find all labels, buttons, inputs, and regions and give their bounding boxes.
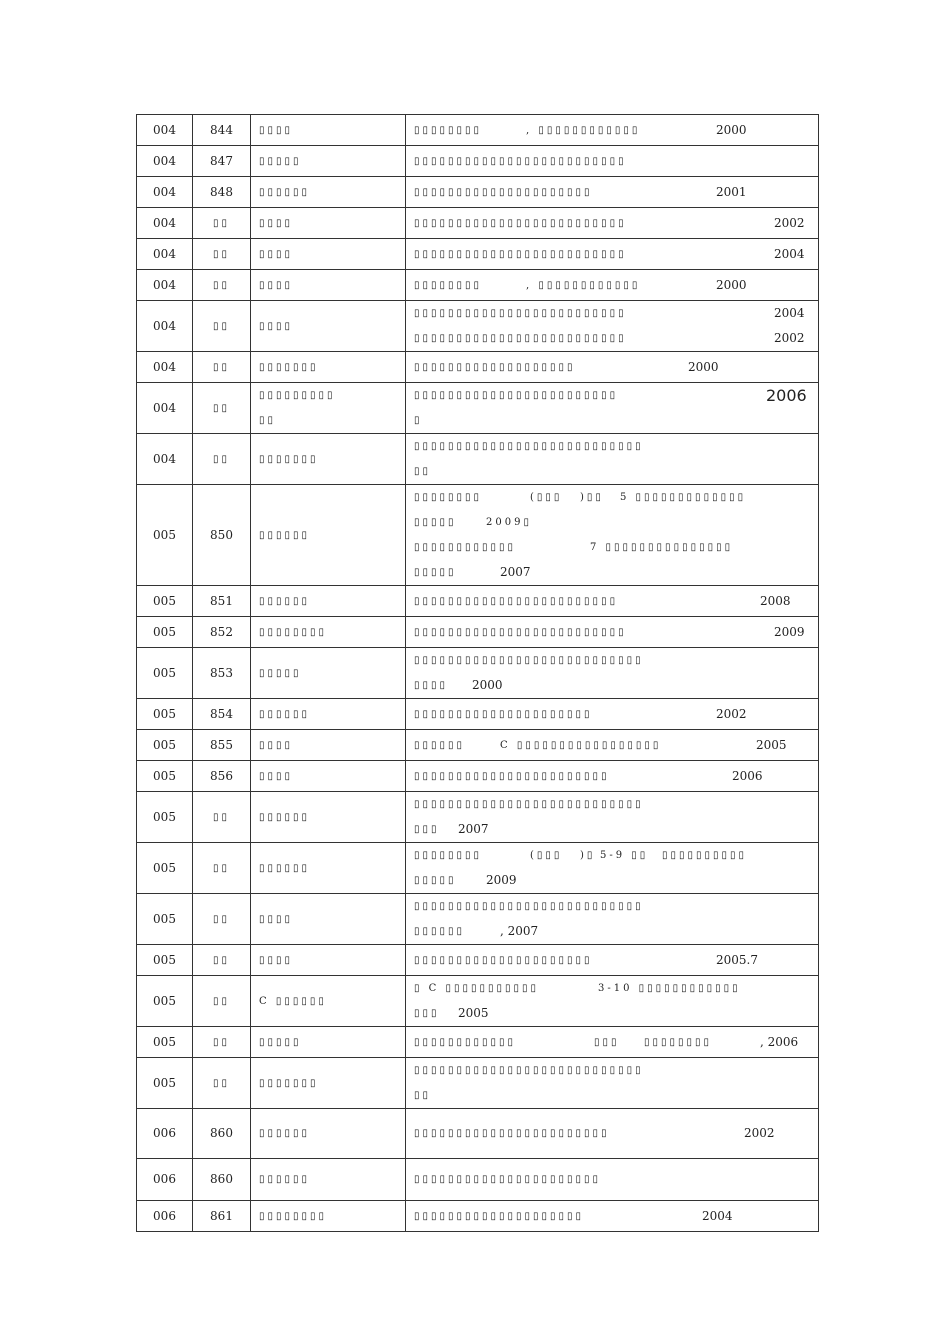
cell-code: 005 [137, 617, 193, 648]
cell-name-line: ▯▯▯▯▯ [259, 1036, 302, 1048]
cell-description [406, 730, 819, 761]
cell-code: 004 [137, 352, 193, 383]
description-line [414, 1030, 812, 1055]
description-segment: ▯▯▯▯▯▯▯▯ [414, 279, 483, 291]
cell-code: 005 [137, 730, 193, 761]
cell-description [406, 177, 819, 208]
description-segment: ▯▯▯▯▯▯▯▯▯▯▯▯▯▯▯▯▯▯▯▯▯▯▯▯▯ [414, 248, 627, 260]
table-row [137, 699, 819, 730]
cell-number: 850 [193, 485, 251, 586]
description-line [414, 764, 812, 789]
description-line [414, 919, 812, 944]
table-row [137, 894, 819, 945]
cell-name [251, 1159, 406, 1201]
description-segment: ▯▯▯▯▯▯▯▯▯▯▯▯▯▯▯▯▯▯▯▯▯ [414, 186, 593, 198]
cell-name [251, 485, 406, 586]
table-row [137, 383, 819, 434]
cell-code: 006 [137, 1159, 193, 1201]
description-segment: ▯▯▯▯▯ [414, 517, 457, 528]
description-segment: ▯▯▯▯▯▯▯▯▯▯▯▯ [414, 542, 517, 553]
cell-code: 005 [137, 976, 193, 1027]
cell-description [406, 434, 819, 485]
cell-description [406, 761, 819, 792]
description-segment: )▯ [580, 850, 596, 861]
cell-code: 004 [137, 301, 193, 352]
cell-code: 005 [137, 699, 193, 730]
table-row [137, 434, 819, 485]
description-segment: ▯▯▯▯▯▯▯▯▯▯▯▯▯▯▯▯▯▯▯ [414, 361, 576, 373]
cell-name-line: ▯▯▯▯▯ [259, 155, 302, 167]
cell-description [406, 792, 819, 843]
description-segment: 2002 [716, 706, 747, 721]
cell-name [251, 208, 406, 239]
description-line [414, 180, 812, 205]
cell-code: 005 [137, 485, 193, 586]
description-segment: ▯▯▯▯▯▯▯▯▯▯▯▯▯▯▯▯▯▯▯▯▯▯▯▯▯▯▯ [414, 441, 644, 452]
description-segment: ▯▯▯▯▯▯▯▯▯▯▯▯▯▯▯▯▯▯▯▯▯▯▯▯▯▯▯ [414, 1065, 644, 1076]
description-segment: ▯▯▯ [414, 824, 440, 835]
description-segment: 2004 [774, 306, 805, 320]
cell-code: 005 [137, 761, 193, 792]
cell-name [251, 699, 406, 730]
cell-name-line: ▯▯▯▯ [259, 770, 294, 782]
table-row [137, 761, 819, 792]
description-segment: 5-9 ▯▯ [600, 850, 649, 861]
description-line [414, 1167, 812, 1192]
cell-number: 856 [193, 761, 251, 792]
description-line [414, 273, 812, 298]
description-line [414, 648, 812, 673]
cell-number: ▯▯ [193, 1027, 251, 1058]
description-line [414, 242, 812, 267]
cell-name-line: C ▯▯▯▯▯▯ [259, 995, 327, 1007]
description-segment: ▯▯ [414, 1090, 432, 1101]
table-row [137, 1201, 819, 1232]
description-segment: ▯▯▯▯▯▯▯▯▯▯▯▯ [414, 1036, 517, 1048]
description-segment: 2007 [458, 822, 489, 836]
cell-number: ▯▯ [193, 239, 251, 270]
cell-code: 004 [137, 115, 193, 146]
description-segment: 2009 [486, 873, 517, 887]
table-row [137, 1058, 819, 1109]
cell-description [406, 301, 819, 352]
table-row [137, 1027, 819, 1058]
description-segment: , ▯▯▯▯▯▯▯▯▯▯▯▯ [526, 124, 641, 136]
cell-number: ▯▯ [193, 270, 251, 301]
description-segment: ▯▯▯▯▯▯▯▯▯▯ [662, 850, 748, 861]
cell-name-line: ▯▯▯▯▯▯ [259, 595, 311, 607]
description-segment: (▯▯▯ [530, 850, 563, 861]
cell-name [251, 177, 406, 208]
cell-name [251, 1058, 406, 1109]
table-row [137, 1109, 819, 1159]
description-line [414, 589, 812, 614]
cell-description [406, 239, 819, 270]
cell-code: 004 [137, 434, 193, 485]
table-row [137, 730, 819, 761]
description-line [414, 149, 812, 174]
cell-number: ▯▯ [193, 301, 251, 352]
description-segment: ▯▯▯▯▯▯▯▯▯▯▯▯▯▯▯▯▯▯▯▯▯▯▯▯▯ [414, 308, 627, 319]
cell-code: 004 [137, 177, 193, 208]
description-segment: ▯▯▯▯▯▯▯▯▯▯▯▯▯▯▯▯▯▯▯▯▯▯▯▯▯▯▯ [414, 799, 644, 810]
description-line [414, 894, 812, 919]
description-line [414, 868, 812, 893]
description-line [414, 976, 812, 1001]
cell-name-line: ▯▯▯▯ [259, 124, 294, 136]
cell-name-line: ▯▯▯▯▯▯ [259, 811, 311, 823]
cell-description [406, 352, 819, 383]
description-segment: 2007 [500, 565, 531, 579]
cell-name [251, 115, 406, 146]
cell-name-line: ▯▯▯▯▯▯ [259, 1128, 311, 1139]
description-segment: ▯▯▯▯▯▯▯▯▯▯▯▯▯▯▯▯▯▯▯▯▯▯▯▯▯ [414, 155, 627, 167]
cell-name-line: ▯▯▯▯▯▯ [259, 186, 311, 198]
cell-number: 852 [193, 617, 251, 648]
description-segment: 2002 [744, 1126, 775, 1140]
cell-description [406, 383, 819, 434]
cell-number: ▯▯ [193, 208, 251, 239]
cell-number: 848 [193, 177, 251, 208]
description-line [414, 733, 812, 758]
cell-name [251, 976, 406, 1027]
cell-description [406, 115, 819, 146]
cell-description [406, 617, 819, 648]
cell-name-line: ▯▯▯▯▯▯▯ [259, 361, 319, 373]
cell-name-line: ▯▯▯▯▯▯ [259, 529, 311, 541]
description-segment: 3-10 ▯▯▯▯▯▯▯▯▯▯▯▯ [598, 983, 741, 994]
description-line [414, 510, 812, 535]
description-line [414, 485, 812, 510]
description-segment: , 2006 [760, 1034, 799, 1049]
cell-name-line: ▯▯▯▯ [259, 739, 294, 751]
description-segment: ▯▯▯▯▯▯▯▯▯▯▯▯▯▯▯▯▯▯▯▯▯▯▯▯▯▯▯ [414, 901, 644, 912]
cell-description [406, 699, 819, 730]
description-line [414, 673, 812, 698]
cell-description [406, 843, 819, 894]
cell-code: 006 [137, 1109, 193, 1159]
description-line [414, 118, 812, 143]
table-row [137, 617, 819, 648]
description-segment: 7 ▯▯▯▯▯▯▯▯▯▯▯▯▯▯▯ [590, 542, 734, 553]
cell-description [406, 945, 819, 976]
table-row [137, 843, 819, 894]
cell-name [251, 1109, 406, 1159]
cell-number: ▯▯ [193, 352, 251, 383]
description-segment: ▯▯▯ [594, 1036, 620, 1048]
description-segment: 2000 [688, 359, 719, 374]
cell-code: 005 [137, 1027, 193, 1058]
description-line [414, 620, 812, 645]
cell-name-line: ▯▯▯▯ [259, 248, 294, 260]
cell-code: 005 [137, 843, 193, 894]
cell-name-line: ▯▯▯▯ [259, 217, 294, 229]
cell-name-line: ▯▯▯▯▯▯▯▯▯ [259, 390, 336, 401]
description-segment: ▯▯▯▯▯ [414, 875, 457, 886]
description-line [414, 326, 812, 351]
cell-number: 860 [193, 1159, 251, 1201]
table-row [137, 146, 819, 177]
cell-number: 854 [193, 699, 251, 730]
description-line [414, 1001, 812, 1026]
description-segment: ▯▯▯▯▯ [414, 567, 457, 578]
cell-name [251, 586, 406, 617]
cell-name [251, 894, 406, 945]
cell-description [406, 648, 819, 699]
description-line [414, 1083, 812, 1108]
table-row [137, 115, 819, 146]
cell-number: ▯▯ [193, 383, 251, 434]
description-segment: ▯▯▯ [414, 1008, 440, 1019]
cell-name-line: ▯▯▯▯▯▯▯ [259, 1077, 319, 1089]
description-segment: 2001 [716, 184, 747, 199]
cell-name [251, 945, 406, 976]
cell-name-line: ▯▯ [259, 415, 277, 426]
cell-description [406, 485, 819, 586]
description-segment: (▯▯▯ [530, 492, 563, 503]
description-segment: ▯▯▯▯▯▯ [414, 926, 466, 937]
cell-name [251, 352, 406, 383]
cell-name-line: ▯▯▯▯▯▯▯ [259, 453, 319, 465]
records-table-body [137, 115, 819, 1232]
cell-name [251, 761, 406, 792]
cell-name [251, 648, 406, 699]
cell-code: 006 [137, 1201, 193, 1232]
cell-number: ▯▯ [193, 1058, 251, 1109]
cell-number: 855 [193, 730, 251, 761]
cell-number: ▯▯ [193, 894, 251, 945]
description-line [414, 560, 812, 585]
description-segment: 2004 [702, 1208, 733, 1223]
description-segment: 2009 [774, 624, 805, 639]
description-segment: 2009▯ [486, 517, 532, 528]
description-segment: ▯▯▯▯▯▯▯▯ [414, 492, 483, 503]
cell-name-line: ▯▯▯▯▯▯▯▯ [259, 626, 328, 638]
description-line [414, 843, 812, 868]
description-segment: 2002 [774, 331, 805, 345]
description-line [414, 459, 812, 484]
table-row [137, 301, 819, 352]
description-line [414, 535, 812, 560]
description-line [414, 1121, 812, 1146]
table-row [137, 1159, 819, 1201]
description-segment: ▯▯▯▯▯▯▯▯▯▯▯▯▯▯▯▯▯▯▯▯▯▯▯▯▯ [414, 626, 627, 638]
cell-name [251, 792, 406, 843]
cell-name [251, 1201, 406, 1232]
cell-name [251, 270, 406, 301]
description-line [414, 702, 812, 727]
description-line [414, 301, 812, 326]
cell-name [251, 730, 406, 761]
description-segment: ▯▯▯▯▯▯▯▯ [644, 1036, 713, 1048]
description-line [414, 1058, 812, 1083]
cell-name [251, 383, 406, 434]
description-segment: 2000 [716, 122, 747, 137]
description-segment: ▯▯▯▯▯▯▯▯▯▯▯▯▯▯▯▯▯▯▯▯▯▯▯▯▯ [414, 333, 627, 344]
records-table [136, 114, 819, 1232]
cell-description [406, 976, 819, 1027]
cell-name-line: ▯▯▯▯▯▯▯▯ [259, 1210, 328, 1222]
cell-name-line: ▯▯▯▯ [259, 954, 294, 966]
description-segment: ▯▯▯▯▯▯▯▯▯▯▯▯▯▯▯▯▯▯▯▯▯▯▯▯ [414, 390, 619, 401]
description-segment: )▯▯ [580, 492, 604, 503]
description-segment: ▯▯▯▯▯▯▯▯▯▯▯▯▯▯▯▯▯▯▯▯▯▯▯▯▯▯▯ [414, 655, 644, 666]
table-row [137, 208, 819, 239]
cell-description [406, 1027, 819, 1058]
cell-code: 005 [137, 586, 193, 617]
cell-description [406, 1058, 819, 1109]
cell-number: ▯▯ [193, 843, 251, 894]
description-line [414, 817, 812, 842]
cell-name [251, 617, 406, 648]
cell-code: 004 [137, 270, 193, 301]
cell-name-line: ▯▯▯▯▯▯ [259, 1174, 311, 1185]
cell-number: 851 [193, 586, 251, 617]
description-segment: 2000 [472, 678, 503, 692]
cell-description [406, 586, 819, 617]
cell-name-line: ▯▯▯▯ [259, 279, 294, 291]
description-segment: ▯ C ▯▯▯▯▯▯▯▯▯▯▯ [414, 983, 540, 994]
cell-name [251, 434, 406, 485]
cell-number: 853 [193, 648, 251, 699]
description-line [414, 1204, 812, 1229]
description-segment: 2000 [716, 277, 747, 292]
cell-description [406, 208, 819, 239]
cell-name-line: ▯▯▯▯▯▯ [259, 862, 311, 874]
cell-number: ▯▯ [193, 792, 251, 843]
cell-description [406, 146, 819, 177]
description-segment: ▯▯▯▯▯▯▯▯ [414, 124, 483, 136]
description-segment: ▯▯▯▯ [414, 680, 449, 691]
table-row [137, 177, 819, 208]
description-line [414, 211, 812, 236]
description-line [414, 383, 812, 408]
cell-code: 004 [137, 208, 193, 239]
description-segment: ▯▯▯▯▯▯ [414, 739, 466, 751]
table-row [137, 945, 819, 976]
description-line [414, 408, 812, 433]
description-segment: ▯ [414, 415, 423, 426]
cell-number: ▯▯ [193, 945, 251, 976]
cell-name-line: ▯▯▯▯▯ [259, 667, 302, 679]
description-segment: 5 ▯▯▯▯▯▯▯▯▯▯▯▯▯ [620, 492, 747, 503]
table-row [137, 270, 819, 301]
cell-description [406, 1201, 819, 1232]
cell-code: 004 [137, 146, 193, 177]
cell-code: 004 [137, 383, 193, 434]
cell-number: ▯▯ [193, 976, 251, 1027]
cell-code: 005 [137, 648, 193, 699]
cell-name [251, 1027, 406, 1058]
cell-name [251, 239, 406, 270]
description-segment: 2006 [732, 768, 763, 783]
cell-name-line: ▯▯▯▯ [259, 913, 294, 925]
cell-description [406, 894, 819, 945]
description-line [414, 434, 812, 459]
cell-code: 005 [137, 1058, 193, 1109]
cell-code: 005 [137, 792, 193, 843]
table-row [137, 485, 819, 586]
cell-description [406, 270, 819, 301]
cell-description [406, 1109, 819, 1159]
cell-name [251, 146, 406, 177]
description-segment: 2005 [458, 1006, 489, 1020]
description-segment: 2004 [774, 246, 805, 261]
table-row [137, 239, 819, 270]
description-segment: 2006 [766, 386, 807, 405]
description-segment: 2005.7 [716, 952, 758, 967]
description-segment: , ▯▯▯▯▯▯▯▯▯▯▯▯ [526, 279, 641, 291]
table-row [137, 792, 819, 843]
table-row [137, 648, 819, 699]
description-segment: ▯▯▯▯▯▯▯▯▯▯▯▯▯▯▯▯▯▯▯▯▯▯ [414, 1174, 602, 1185]
cell-number: 844 [193, 115, 251, 146]
description-segment: ▯▯▯▯▯▯▯▯▯▯▯▯▯▯▯▯▯▯▯▯▯ [414, 708, 593, 720]
cell-code: 005 [137, 945, 193, 976]
cell-code: 004 [137, 239, 193, 270]
cell-name [251, 301, 406, 352]
description-segment: ▯▯ [414, 466, 432, 477]
description-segment: ▯▯▯▯▯▯▯▯▯▯▯▯▯▯▯▯▯▯▯▯▯▯▯▯ [414, 595, 619, 607]
description-segment: 2005 [756, 737, 787, 752]
cell-number: 847 [193, 146, 251, 177]
description-segment: C ▯▯▯▯▯▯▯▯▯▯▯▯▯▯▯▯▯ [500, 739, 662, 751]
cell-number: 861 [193, 1201, 251, 1232]
description-segment: ▯▯▯▯▯▯▯▯▯▯▯▯▯▯▯▯▯▯▯▯▯▯▯ [414, 770, 610, 782]
description-segment: 2002 [774, 215, 805, 230]
description-line [414, 355, 812, 380]
cell-name [251, 843, 406, 894]
description-line [414, 792, 812, 817]
description-segment: 2008 [760, 593, 791, 608]
table-row [137, 586, 819, 617]
cell-name-line: ▯▯▯▯▯▯ [259, 708, 311, 720]
description-segment: ▯▯▯▯▯▯▯▯▯▯▯▯▯▯▯▯▯▯▯▯▯ [414, 954, 593, 966]
cell-number: ▯▯ [193, 434, 251, 485]
table-row [137, 976, 819, 1027]
cell-name-line: ▯▯▯▯ [259, 320, 294, 332]
cell-code: 005 [137, 894, 193, 945]
description-segment: , 2007 [500, 924, 539, 938]
description-segment: ▯▯▯▯▯▯▯▯▯▯▯▯▯▯▯▯▯▯▯▯ [414, 1210, 585, 1222]
description-line [414, 948, 812, 973]
table-row [137, 352, 819, 383]
cell-description [406, 1159, 819, 1201]
description-segment: ▯▯▯▯▯▯▯▯ [414, 850, 483, 861]
description-segment: ▯▯▯▯▯▯▯▯▯▯▯▯▯▯▯▯▯▯▯▯▯▯▯▯▯ [414, 217, 627, 229]
description-segment: ▯▯▯▯▯▯▯▯▯▯▯▯▯▯▯▯▯▯▯▯▯▯▯ [414, 1128, 610, 1139]
cell-number: 860 [193, 1109, 251, 1159]
